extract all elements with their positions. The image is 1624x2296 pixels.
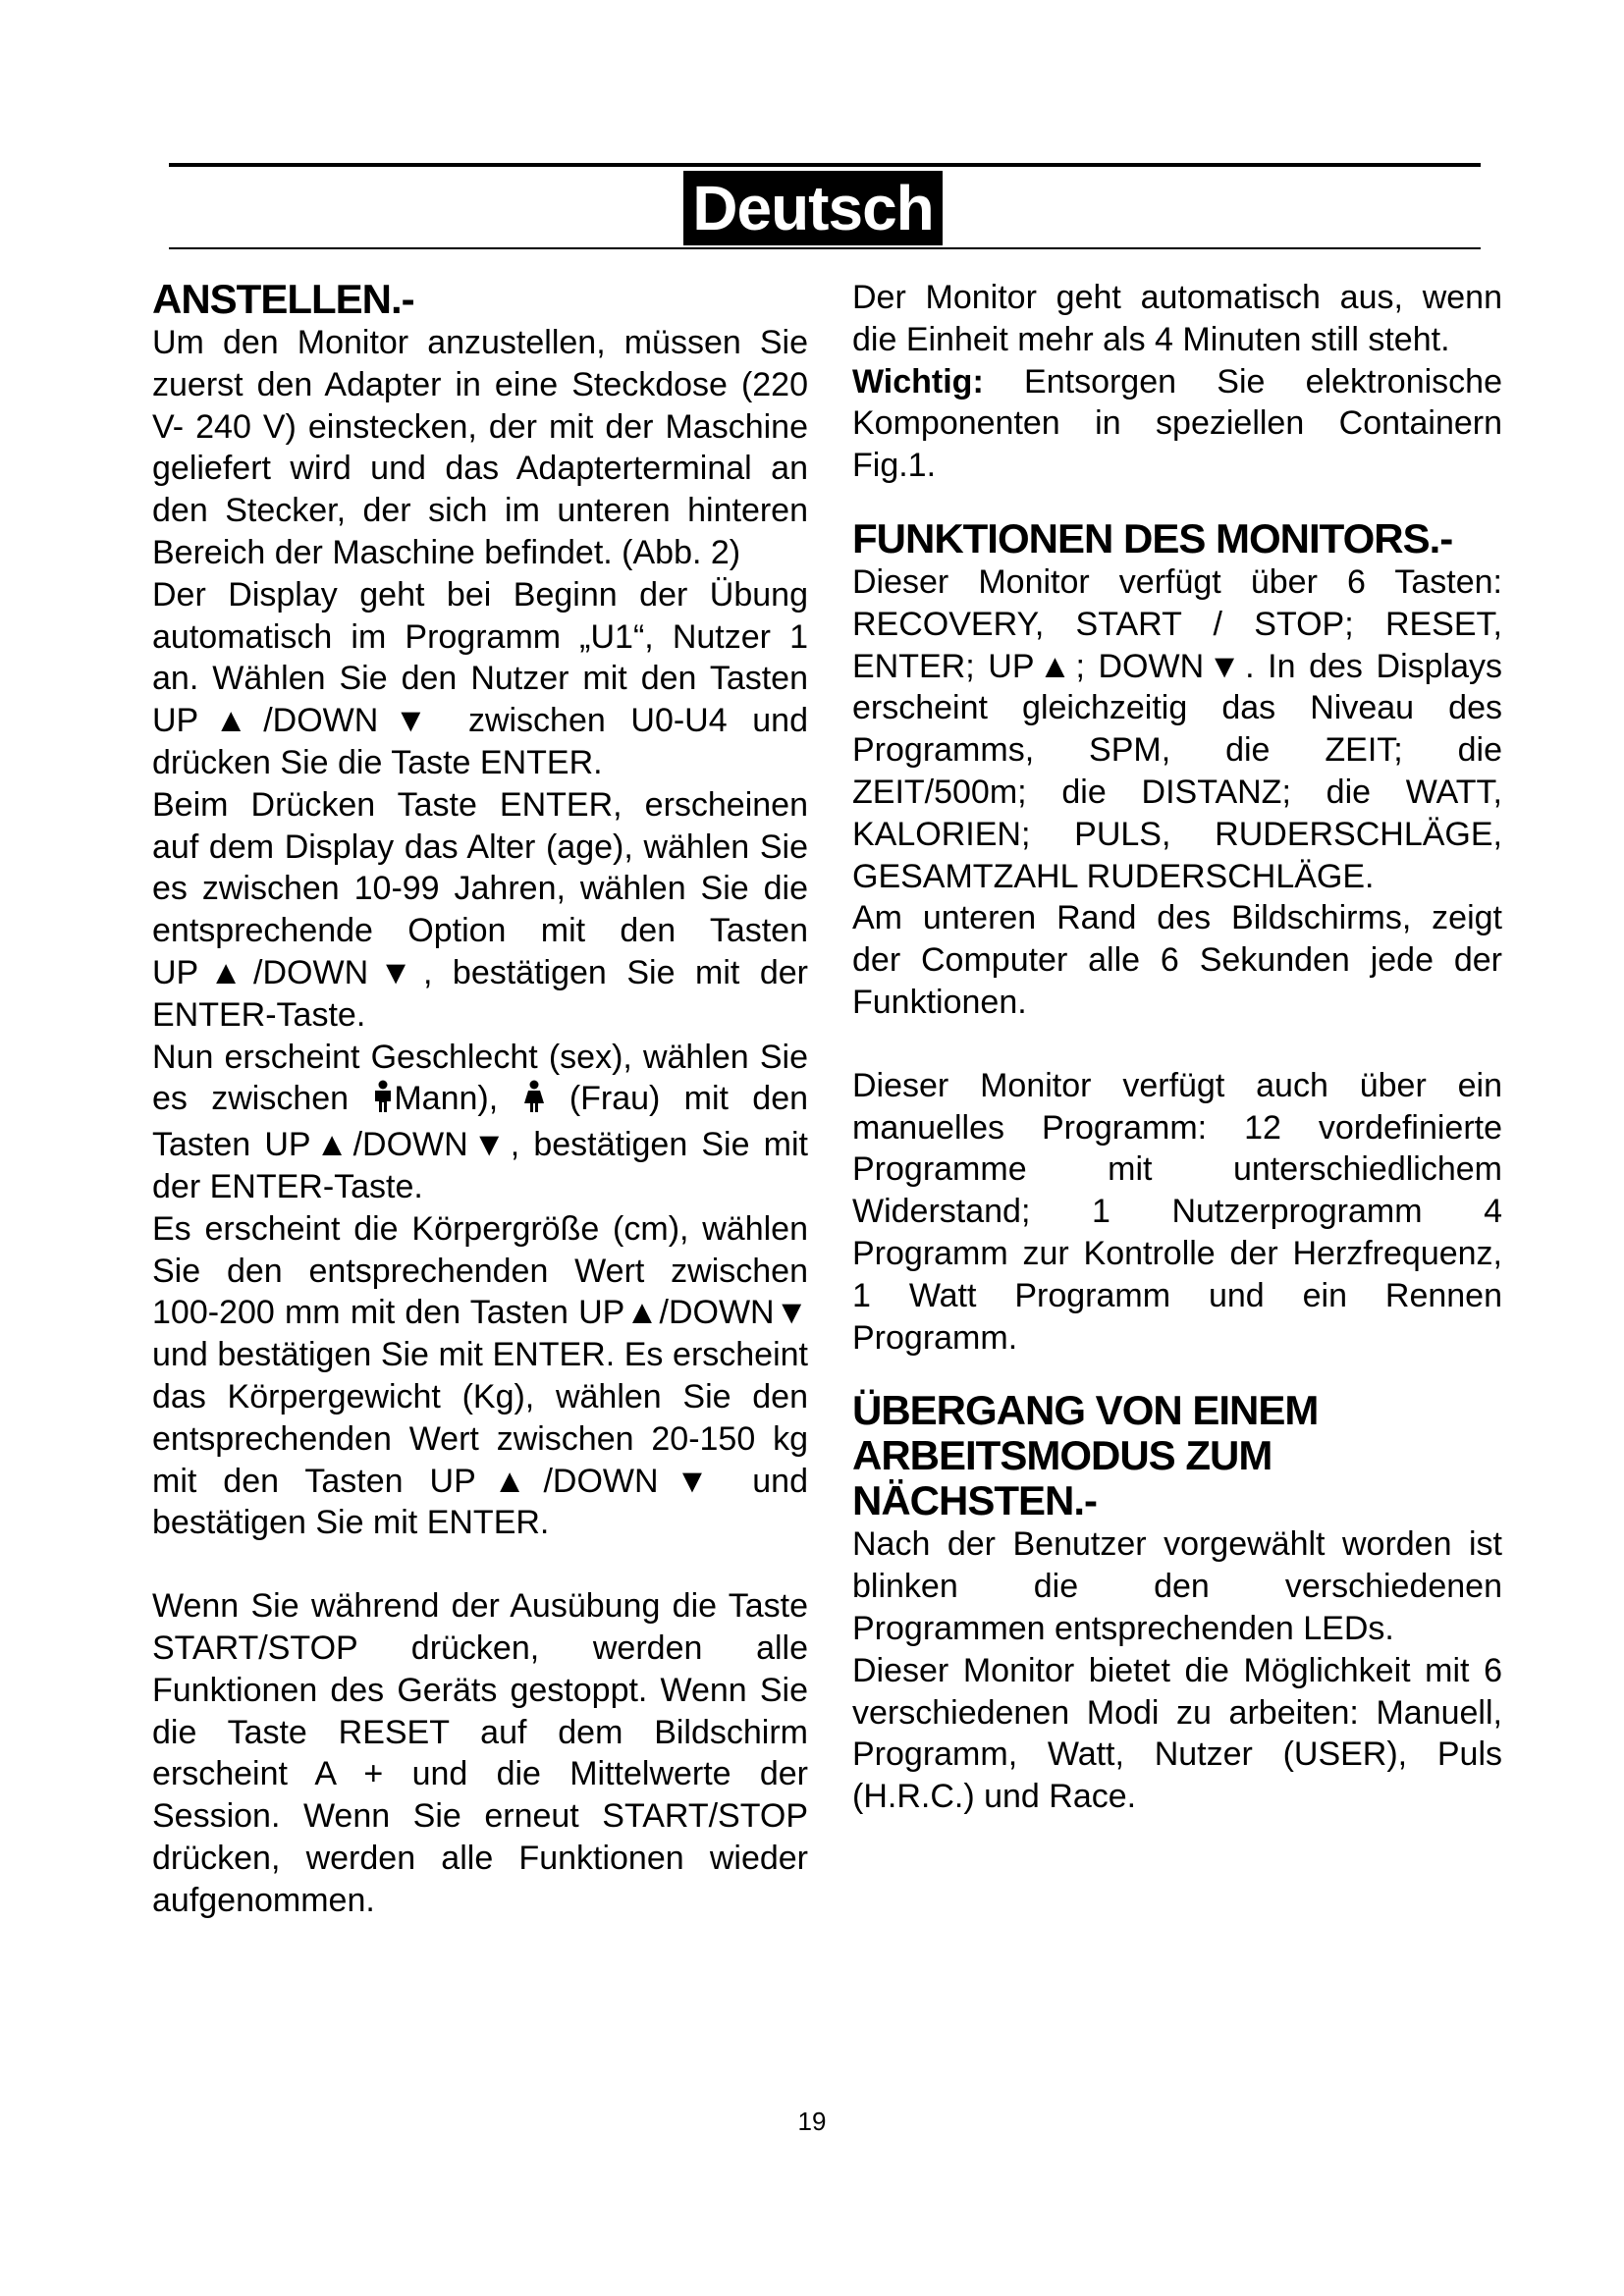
sex-text-start: Nun erscheint Geschlecht (sex), wählen Sie es zwischen	[152, 1038, 808, 1118]
language-badge: Deutsch	[683, 171, 943, 245]
section-title-funktionen: FUNKTIONEN DES MONITORS.-	[852, 514, 1453, 561]
page-number: 19	[797, 2107, 827, 2136]
paragraph-display-cycle: Am unteren Rand des Bildschirms, zeigt der Computer alle 6 Sekunden jede der Funktionen.	[852, 899, 1502, 1021]
paragraph-buttons: Dieser Monitor verfügt über 6 Tasten: RECOVERY, START / STOP; RESET, ENTER; UP▲; DOWN▼. In des Displays erscheint gleichzeitig das Niveau des Programms, SPM, die ZEIT; die ZEIT/500m; die DISTANZ; die WATT, KALORIEN; PULS, RUDERSCHLÄGE, GESAMTZAHL RUDERSCHLÄGE.	[852, 562, 1502, 895]
paragraph-leds: Nach der Benutzer vorgewählt worden ist blinken die den verschiedenen Programmen entsprechenden LEDs.	[852, 1525, 1502, 1647]
section-title-uebergang: ÜBERGANG VON EINEM ARBEITSMODUS ZUM NÄCHSTEN.-	[852, 1387, 1319, 1524]
paragraph-height-weight: Es erscheint die Körpergröße (cm), wählen Sie den entsprechenden Wert zwischen 100-200 mm mit den Tasten UP▲/DOWN▼ und bestätigen Sie mit ENTER. Es erscheint das Körpergewicht (Kg), wählen Sie den entsprechenden Wert zwischen 20-150 kg mit den Tasten UP▲/DOWN▼ und bestätigen Sie mit ENTER.	[152, 1209, 808, 1542]
paragraph-important	[852, 361, 1502, 487]
header-rule-top	[169, 163, 1481, 167]
header-rule-bottom	[169, 247, 1481, 249]
right-column	[852, 277, 1502, 1818]
paragraph-sex	[152, 1037, 808, 1208]
paragraph-user-select: Der Display geht bei Beginn der Übung automatisch im Programm „U1“, Nutzer 1 an. Wählen Sie den Nutzer mit den Tasten UP▲/DOWN▼ zwischen U0-U4 und drücken Sie die Taste ENTER.	[152, 575, 808, 781]
left-column	[152, 277, 808, 1921]
male-figure-icon	[372, 1080, 394, 1124]
important-text: Entsorgen Sie elektronische Komponenten in speziellen Containern Fig.1.	[852, 362, 1502, 485]
sex-text-male: Mann),	[394, 1080, 499, 1118]
female-figure-icon	[522, 1080, 546, 1124]
important-label: Wichtig:	[852, 362, 984, 400]
paragraph-programs: Dieser Monitor verfügt auch über ein manuelles Programm: 12 vordefinierte Programme mit unterschiedlichem Widerstand; 1 Nutzerprogramm 4 Programm zur Kontrolle der Herzfrequenz, 1 Watt Programm und ein Rennen Programm.	[852, 1066, 1502, 1357]
paragraph-modes: Dieser Monitor bietet die Möglichkeit mit 6 verschiedenen Modi zu arbeiten: Manuell, Programm, Watt, Nutzer (USER), Puls (H.R.C.) und Race.	[852, 1651, 1502, 1816]
paragraph-auto-off: Der Monitor geht automatisch aus, wenn die Einheit mehr als 4 Minuten still steht.	[852, 279, 1502, 358]
section-title-anstellen: ANSTELLEN.-	[152, 276, 414, 322]
paragraph-start-stop: Wenn Sie während der Ausübung die Taste START/STOP drücken, werden alle Funktionen des Geräts gestoppt. Wenn Sie die Taste RESET auf dem Bildschirm erscheint A + und die Mittelwerte der Session. Wenn Sie erneut START/STOP drücken, werden alle Funktionen wieder aufgenommen.	[152, 1587, 808, 1919]
sex-text-end: (Frau) mit den Tasten UP▲/DOWN▼, bestätigen Sie mit der ENTER-Taste.	[152, 1080, 809, 1205]
paragraph-power-on: Um den Monitor anzustellen, müssen Sie zuerst den Adapter in eine Steckdose (220 V- 240 V) einstecken, der mit der Maschine geliefert wird und das Adapterterminal an den Stecker, der sich im unteren hinteren Bereich der Maschine befindet. (Abb. 2)	[152, 324, 808, 571]
paragraph-age: Beim Drücken Taste ENTER, erscheinen auf dem Display das Alter (age), wählen Sie es zwischen 10-99 Jahren, wählen Sie die entsprechende Option mit den Tasten UP▲/DOWN▼, bestätigen Sie mit der ENTER-Taste.	[152, 785, 808, 1034]
